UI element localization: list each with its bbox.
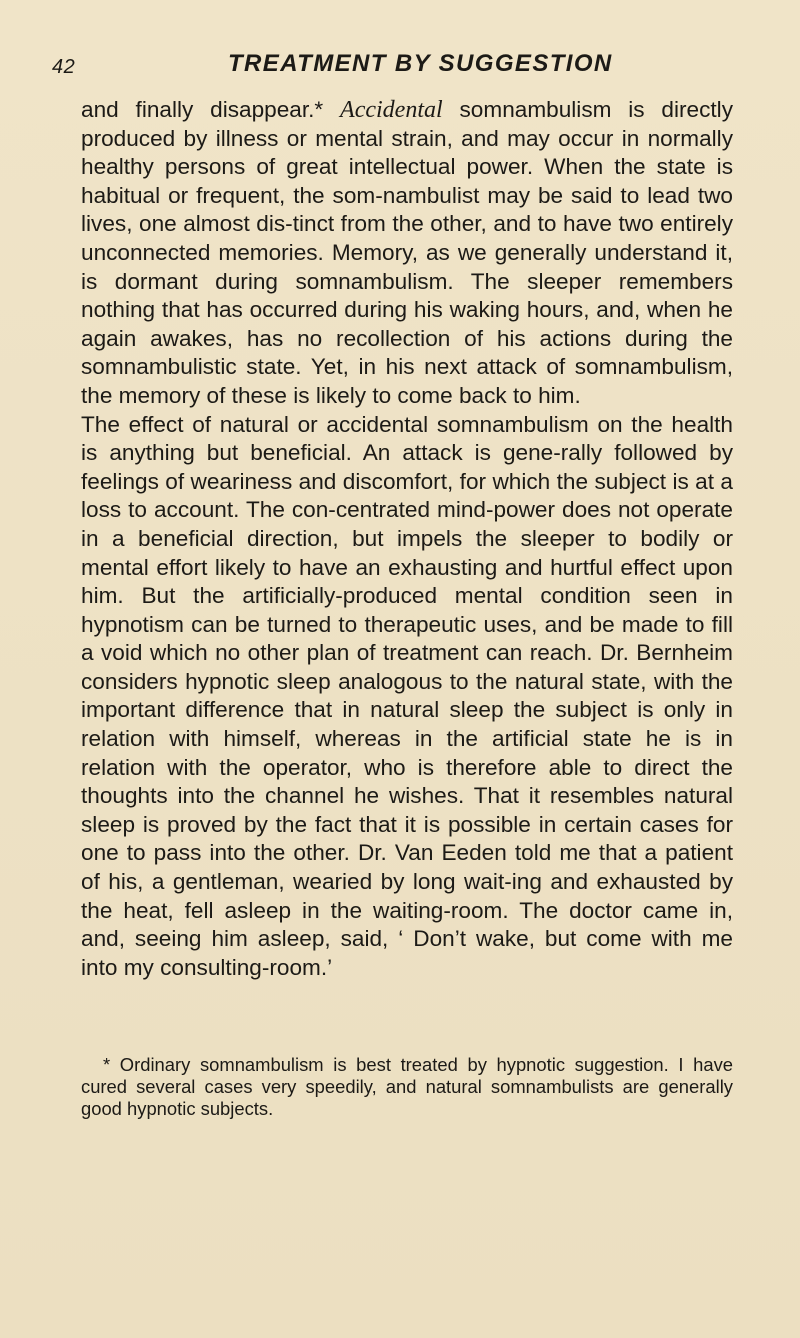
italic-term: Accidental bbox=[340, 97, 443, 123]
paragraph-1-start: and finally disappear.* bbox=[81, 97, 341, 122]
paragraph-1-rest: somnambulism is directly produced by illness or mental strain, and may occur in normally healthy persons of great intellectual power. When the state is habitual or frequent, the som-nambulist may be said to lead two lives, one almost dis-tinct from the other, and to have two entirely unconnected memories. Memory, as we generally understand it, is dormant during somnambulism. The sleeper remembers nothing that has occurred during his waking hours, and, when he again awakes, has no recollection of his actions during the somnambulistic state. Yet, in his next attack of somnambulism, the memory of these is likely to come back to him. bbox=[81, 97, 733, 408]
paragraph-1 bbox=[81, 96, 733, 411]
footnote bbox=[81, 1054, 733, 1120]
page-number: 42 bbox=[52, 56, 76, 78]
footnote-text: * Ordinary somnambulism is best treated by hypnotic suggestion. I have cured several cases very speedily, and natural somnambulists are generally good hypnotic subjects. bbox=[81, 1054, 733, 1119]
paragraph-2: The effect of natural or accidental somnambulism on the health is anything but beneficial. An attack is gene-rally followed by feelings of weariness and discomfort, for which the subject is at a loss to account. The con-centrated mind-power does not operate in a beneficial direction, but impels the sleeper to bodily or mental effort likely to have an exhausting and hurtful effect upon him. But the artificially-produced mental condition seen in hypnotism can be turned to therapeutic uses, and be made to fill a void which no other plan of treatment can reach. Dr. Bernheim considers hypnotic sleep analogous to the natural state, with the important difference that in natural sleep the subject is only in relation with himself, whereas in the artificial state he is in relation with the operator, who is therefore able to direct the thoughts into the channel he wishes. That it resembles natural sleep is proved by the fact that it is possible in certain cases for one to pass into the other. Dr. Van Eeden told me that a patient of his, a gentleman, wearied by long wait-ing and exhausted by the heat, fell asleep in the waiting-room. The doctor came in, and, seeing him asleep, said, ‘ Don’t wake, but come with me into my consulting-room.’ bbox=[81, 411, 733, 980]
running-title: TREATMENT BY SUGGESTION bbox=[228, 50, 613, 77]
page-header bbox=[0, 44, 800, 78]
body-text bbox=[81, 96, 733, 982]
